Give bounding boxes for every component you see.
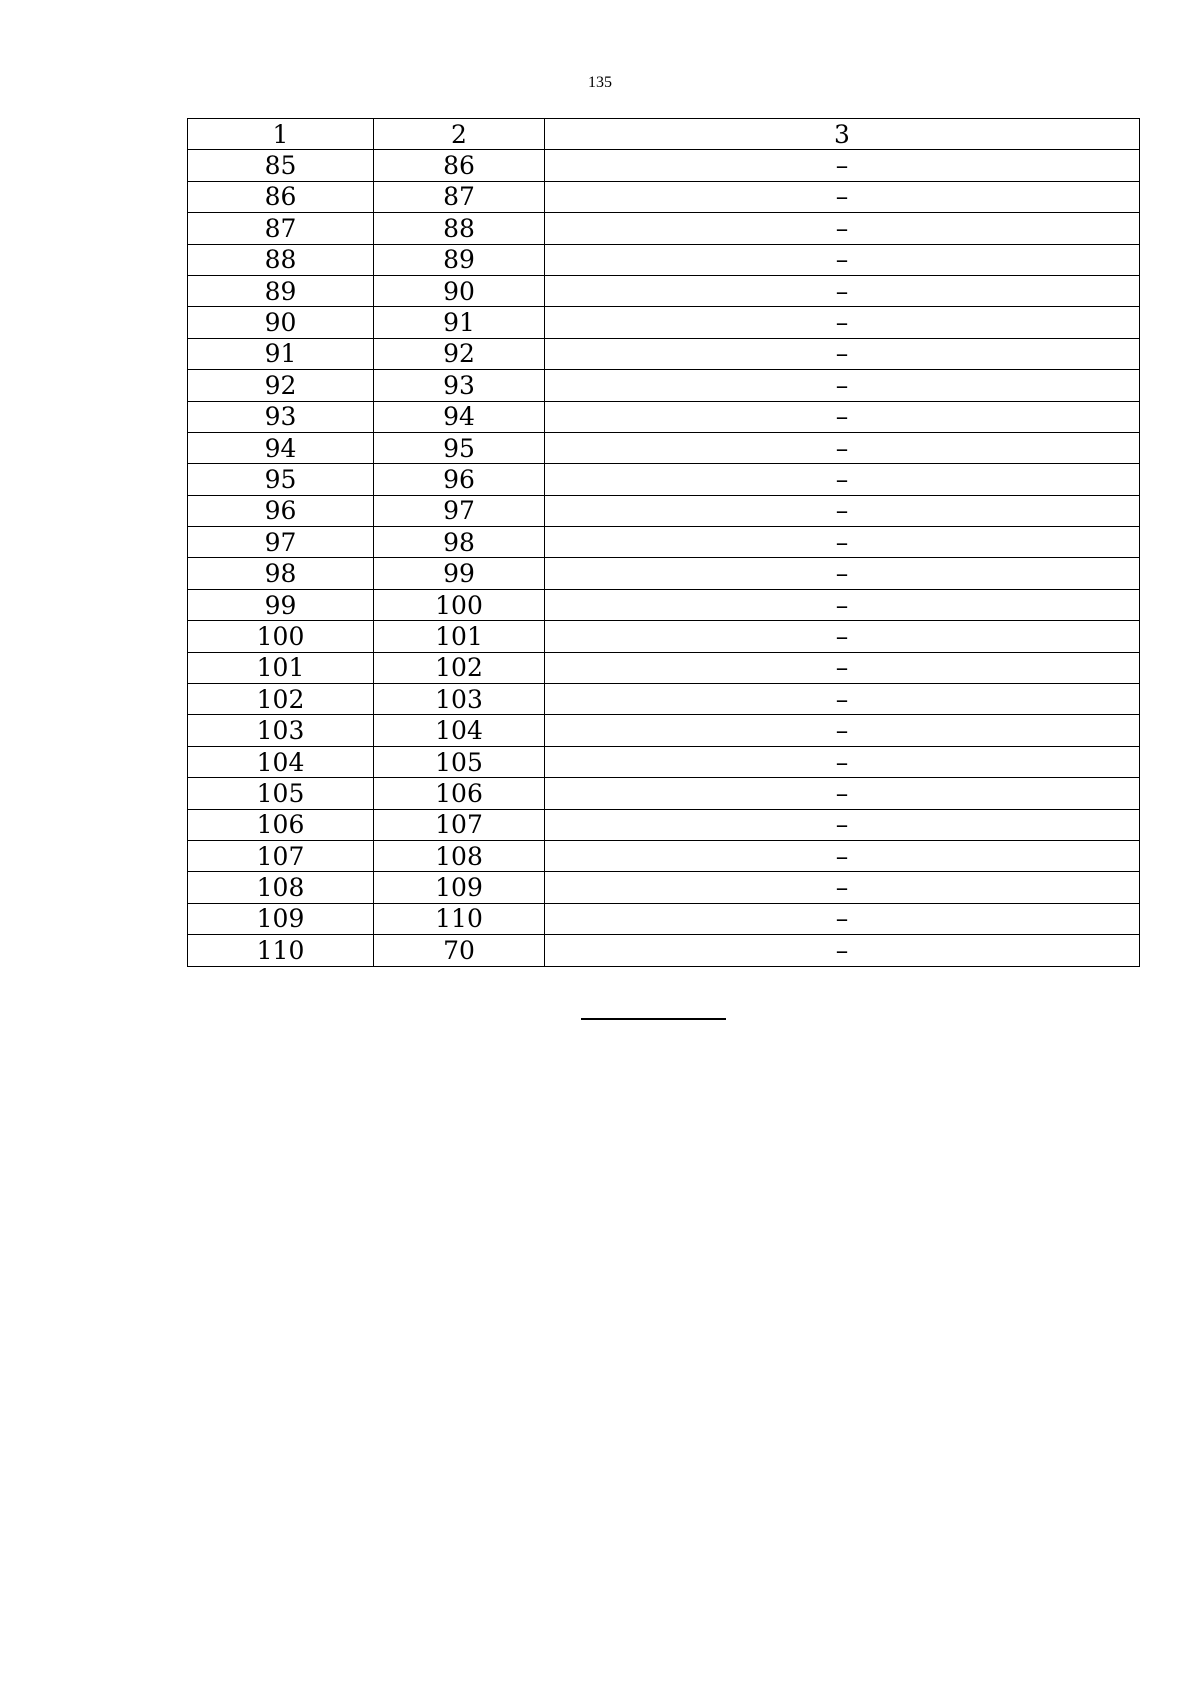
column-header-1: 1 — [188, 119, 374, 150]
table-cell-col-1: 108 — [188, 872, 374, 903]
table-cell-col-2: 102 — [374, 652, 545, 683]
data-table — [187, 118, 1140, 967]
table-cell-col-2: 94 — [374, 401, 545, 432]
table-cell-col-2: 89 — [374, 244, 545, 275]
table-cell-col-3: – — [545, 872, 1140, 903]
table-cell-col-2: 104 — [374, 715, 545, 746]
table-cell-col-2: 88 — [374, 213, 545, 244]
table-cell-col-3: – — [545, 903, 1140, 934]
table-cell-col-3: – — [545, 778, 1140, 809]
table-cell-col-1: 95 — [188, 464, 374, 495]
table-cell-col-1: 107 — [188, 840, 374, 871]
table-cell-col-2: 90 — [374, 275, 545, 306]
table-row — [188, 432, 1140, 463]
table-cell-col-3: – — [545, 621, 1140, 652]
table-row — [188, 715, 1140, 746]
table-cell-col-1: 104 — [188, 746, 374, 777]
table-cell-col-1: 96 — [188, 495, 374, 526]
table-cell-col-2: 86 — [374, 150, 545, 181]
table-cell-col-2: 95 — [374, 432, 545, 463]
table-cell-col-2: 91 — [374, 307, 545, 338]
table-row — [188, 244, 1140, 275]
table-cell-col-3: – — [545, 840, 1140, 871]
table-row — [188, 150, 1140, 181]
table-cell-col-2: 70 — [374, 935, 545, 966]
table-cell-col-3: – — [545, 746, 1140, 777]
table-row — [188, 370, 1140, 401]
table-cell-col-3: – — [545, 244, 1140, 275]
table-row — [188, 746, 1140, 777]
table-row — [188, 464, 1140, 495]
table-cell-col-1: 106 — [188, 809, 374, 840]
table-cell-col-3: – — [545, 401, 1140, 432]
end-rule — [581, 1018, 726, 1020]
table-cell-col-1: 89 — [188, 275, 374, 306]
table-cell-col-1: 102 — [188, 684, 374, 715]
table-cell-col-1: 101 — [188, 652, 374, 683]
table-row — [188, 872, 1140, 903]
table-row — [188, 495, 1140, 526]
table-row — [188, 652, 1140, 683]
table-row — [188, 621, 1140, 652]
table-cell-col-3: – — [545, 715, 1140, 746]
table-row — [188, 275, 1140, 306]
table-cell-col-1: 99 — [188, 589, 374, 620]
table-cell-col-3: – — [545, 307, 1140, 338]
table-cell-col-3: – — [545, 809, 1140, 840]
table-row — [188, 935, 1140, 966]
table-cell-col-3: – — [545, 338, 1140, 369]
table-cell-col-3: – — [545, 684, 1140, 715]
table-row — [188, 213, 1140, 244]
table-cell-col-1: 87 — [188, 213, 374, 244]
table-cell-col-2: 105 — [374, 746, 545, 777]
table-cell-col-3: – — [545, 370, 1140, 401]
table-cell-col-1: 105 — [188, 778, 374, 809]
table-cell-col-3: – — [545, 495, 1140, 526]
table-row — [188, 527, 1140, 558]
table-body — [188, 150, 1140, 966]
table-cell-col-2: 100 — [374, 589, 545, 620]
table-cell-col-1: 109 — [188, 903, 374, 934]
table-cell-col-2: 110 — [374, 903, 545, 934]
table-row — [188, 903, 1140, 934]
table-row — [188, 684, 1140, 715]
table-cell-col-1: 110 — [188, 935, 374, 966]
table-cell-col-3: – — [545, 150, 1140, 181]
table-cell-col-3: – — [545, 213, 1140, 244]
column-header-2: 2 — [374, 119, 545, 150]
table-cell-col-1: 97 — [188, 527, 374, 558]
table-cell-col-1: 100 — [188, 621, 374, 652]
table-cell-col-2: 108 — [374, 840, 545, 871]
table-cell-col-3: – — [545, 527, 1140, 558]
table-cell-col-3: – — [545, 935, 1140, 966]
table-header-row — [188, 119, 1140, 150]
table-cell-col-1: 90 — [188, 307, 374, 338]
table-row — [188, 558, 1140, 589]
table-cell-col-1: 98 — [188, 558, 374, 589]
table-row — [188, 338, 1140, 369]
table-cell-col-2: 109 — [374, 872, 545, 903]
table-row — [188, 778, 1140, 809]
table-cell-col-1: 93 — [188, 401, 374, 432]
table-cell-col-1: 94 — [188, 432, 374, 463]
table-cell-col-1: 91 — [188, 338, 374, 369]
table-cell-col-1: 85 — [188, 150, 374, 181]
table-cell-col-1: 86 — [188, 181, 374, 212]
table-cell-col-1: 88 — [188, 244, 374, 275]
table-cell-col-3: – — [545, 432, 1140, 463]
table-cell-col-2: 107 — [374, 809, 545, 840]
table-cell-col-3: – — [545, 464, 1140, 495]
table-cell-col-3: – — [545, 558, 1140, 589]
table-cell-col-3: – — [545, 589, 1140, 620]
table-cell-col-1: 103 — [188, 715, 374, 746]
table-cell-col-1: 92 — [188, 370, 374, 401]
table-cell-col-3: – — [545, 652, 1140, 683]
table-row — [188, 809, 1140, 840]
table-cell-col-2: 97 — [374, 495, 545, 526]
table-row — [188, 589, 1140, 620]
table-cell-col-2: 103 — [374, 684, 545, 715]
table-cell-col-2: 106 — [374, 778, 545, 809]
table-cell-col-2: 92 — [374, 338, 545, 369]
table-cell-col-2: 101 — [374, 621, 545, 652]
table-row — [188, 401, 1140, 432]
column-header-3: 3 — [545, 119, 1140, 150]
table-cell-col-2: 99 — [374, 558, 545, 589]
table-cell-col-3: – — [545, 275, 1140, 306]
table-row — [188, 840, 1140, 871]
page-number: 135 — [588, 74, 612, 91]
table-row — [188, 307, 1140, 338]
table-row — [188, 181, 1140, 212]
table-cell-col-2: 93 — [374, 370, 545, 401]
table-cell-col-3: – — [545, 181, 1140, 212]
table-cell-col-2: 96 — [374, 464, 545, 495]
table-cell-col-2: 87 — [374, 181, 545, 212]
table-cell-col-2: 98 — [374, 527, 545, 558]
